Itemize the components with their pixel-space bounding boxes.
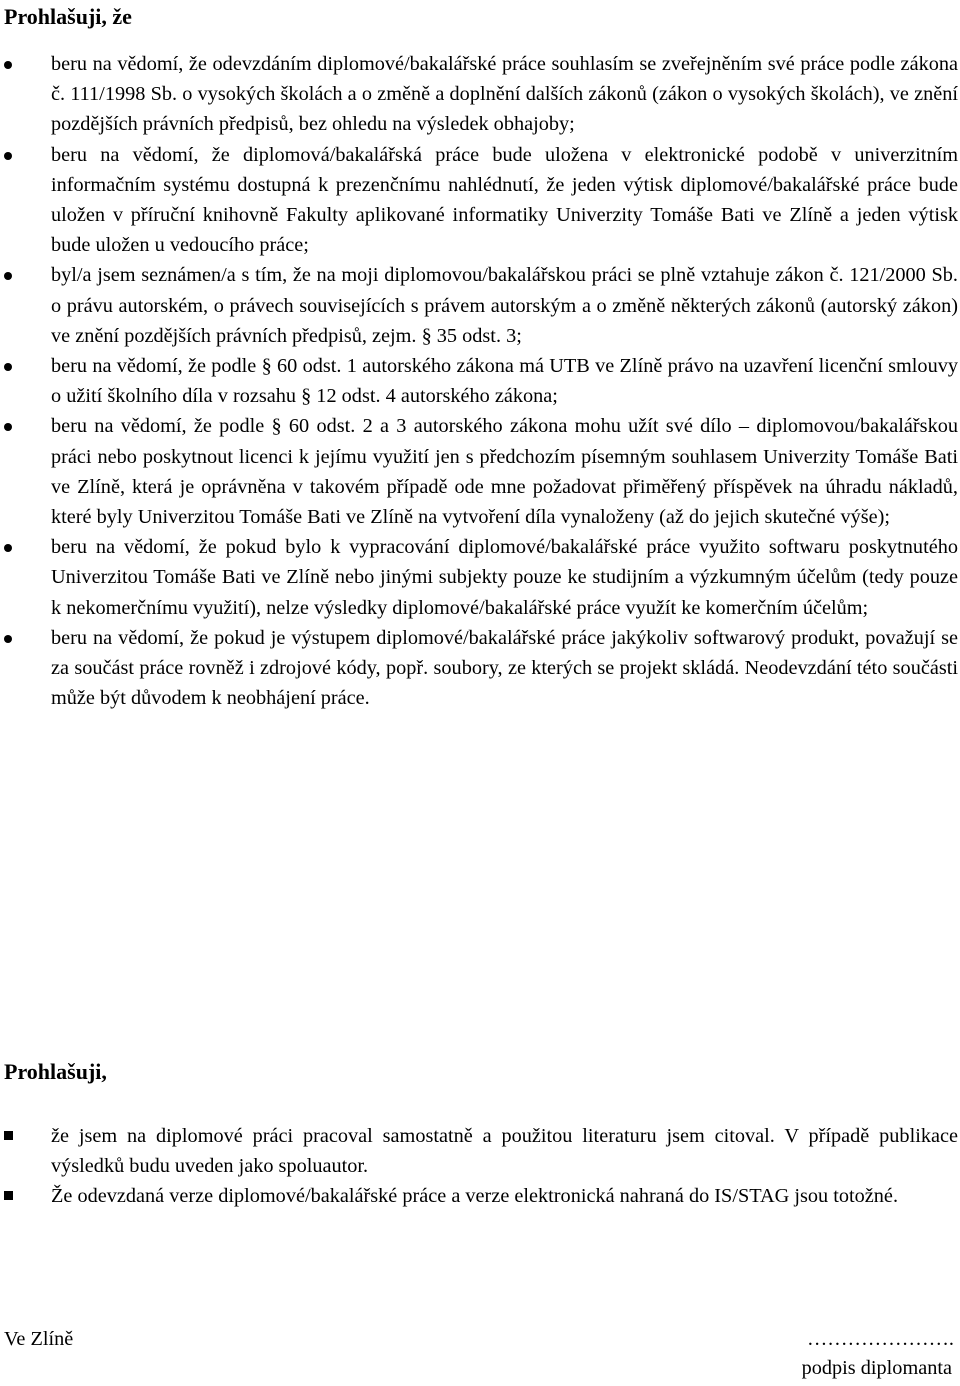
list-item-text: beru na vědomí, že podle § 60 odst. 1 autorského zákona má UTB ve Zlíně právo na uzavření licenční smlouvy o užití školního díla v rozsahu § 12 odst. 4 autorského zákona; bbox=[51, 355, 958, 408]
section1-list bbox=[0, 49, 960, 713]
signature-place: Ve Zlíně bbox=[4, 1328, 74, 1350]
list-item bbox=[0, 532, 960, 623]
list-item bbox=[0, 49, 960, 140]
section2-title: Prohlašuji, bbox=[4, 1059, 107, 1084]
list-item bbox=[0, 1181, 960, 1211]
bullet-square-icon bbox=[4, 1191, 13, 1200]
bullet-dot-icon bbox=[4, 272, 12, 280]
list-item-text: beru na vědomí, že pokud je výstupem diplomové/bakalářské práce jakýkoliv softwarový produkt, považují se za součást práce rovněž i zdrojové kódy, popř. soubory, ze kterých se projekt skládá. Neodevzdání této součásti může být důvodem k neobhájení práce. bbox=[51, 626, 958, 710]
list-item bbox=[0, 351, 960, 411]
list-item bbox=[0, 140, 960, 261]
list-item-text: beru na vědomí, že odevzdáním diplomové/bakalářské práce souhlasím se zveřejněním své práce podle zákona č. 111/1998 Sb. o vysokých školách a o změně a doplnění dalších zákonů (zákon o vysokých školách), ve znění pozdějších právních předpisů, bez ohledu na výsledek obhajoby; bbox=[51, 53, 958, 136]
signature-line: …………………. bbox=[806, 1328, 954, 1350]
list-item bbox=[0, 1121, 960, 1181]
signature-label: podpis diplomanta bbox=[801, 1357, 952, 1379]
list-item-text: beru na vědomí, že diplomová/bakalářská práce bude uložena v elektronické podobě v univerzitním informačním systému dostupná k prezenčnímu nahlédnutí, že jeden výtisk diplomové/bakalářské práce bude uložen v příruční knihovně Fakulty aplikované informatiky Univerzity Tomáše Bati ve Zlíně a jeden výtisk bude uložen u vedoucího práce; bbox=[51, 143, 958, 257]
section1-title: Prohlašuji, že bbox=[4, 4, 132, 29]
list-item-text: beru na vědomí, že pokud bylo k vypracování diplomové/bakalářské práce využito softwaru poskytnutého Univerzitou Tomáše Bati ve Zlíně nebo jinými subjekty pouze ke studijním a výzkumným účelům (tedy pouze k nekomerčnímu využití), nelze výsledky diplomové/bakalářské práce využít ke komerčním účelům; bbox=[51, 536, 958, 619]
list-item bbox=[0, 260, 960, 351]
bullet-dot-icon bbox=[4, 635, 12, 643]
bullet-dot-icon bbox=[4, 152, 12, 160]
section2-list bbox=[0, 1121, 960, 1212]
list-item-text: beru na vědomí, že podle § 60 odst. 2 a 3 autorského zákona mohu užít své dílo – diplomovou/bakalářskou práci nebo poskytnout licenci k jejímu využití jen s předchozím písemným souhlasem Univerzity Tomáše Bati ve Zlíně, která je oprávněna v takovém případě ode mne požadovat přiměřený příspěvek na úhradu nákladů, které byly Univerzitou Tomáše Bati ve Zlíně na vytvoření díla vynaloženy (až do jejich skutečné výše); bbox=[51, 415, 958, 529]
bullet-dot-icon bbox=[4, 423, 12, 431]
bullet-dot-icon bbox=[4, 61, 12, 69]
list-item-text: Že odevzdaná verze diplomové/bakalářské práce a verze elektronická nahraná do IS/STAG jsou totožné. bbox=[51, 1185, 899, 1208]
list-item-text: že jsem na diplomové práci pracoval samostatně a použitou literaturu jsem citoval. V případě publikace výsledků budu uveden jako spoluautor. bbox=[51, 1125, 958, 1178]
bullet-square-icon bbox=[4, 1131, 13, 1140]
list-item bbox=[0, 623, 960, 714]
list-item bbox=[0, 411, 960, 532]
list-item-text: byl/a jsem seznámen/a s tím, že na moji diplomovou/bakalářskou práci se plně vztahuje zákon č. 121/2000 Sb. o právu autorském, o právech souvisejících s právem autorským a o změně některých zákonů (autorský zákon) ve znění pozdějších právních předpisů, zejm. § 35 odst. 3; bbox=[51, 264, 958, 347]
bullet-dot-icon bbox=[4, 544, 12, 552]
bullet-dot-icon bbox=[4, 363, 12, 371]
